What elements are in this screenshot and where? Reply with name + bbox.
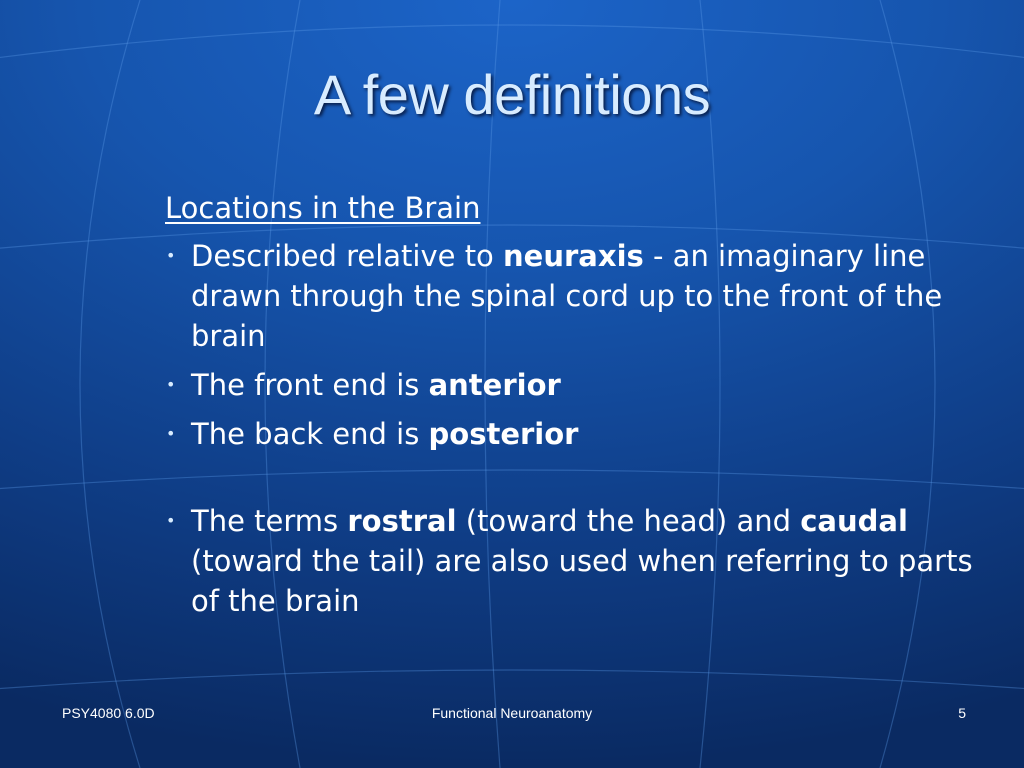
bullet-bold-term: neuraxis	[503, 239, 644, 273]
footer-course-title: Functional Neuroanatomy	[431, 705, 593, 721]
bullet-dot-icon: •	[166, 424, 176, 443]
bullet-text: (toward the tail) are also used when referring to parts of the brain	[191, 544, 973, 618]
bullet-bold-term: rostral	[347, 504, 457, 538]
bullet-rostral-caudal	[165, 501, 985, 621]
footer-course-code: PSY4080 6.0D	[62, 705, 155, 721]
bullet-text: Described relative to	[191, 239, 504, 273]
bullet-neuraxis	[165, 236, 985, 356]
bullet-text: (toward the head) and	[456, 504, 801, 538]
section-heading: Locations in the Brain	[165, 191, 481, 225]
bullet-dot-icon: •	[166, 375, 176, 394]
bullet-text: The front end is	[191, 368, 429, 402]
bullet-text: - an imaginary line drawn through the spinal cord up to the front of the brain	[191, 239, 943, 353]
footer-page-number: 5	[958, 705, 966, 721]
slide-content	[165, 188, 985, 630]
bullet-text: The back end is	[191, 417, 429, 451]
bullet-dot-icon: •	[166, 246, 176, 265]
bullet-posterior	[165, 414, 985, 454]
bullet-bold-term: anterior	[428, 368, 561, 402]
bullet-dot-icon: •	[166, 511, 176, 530]
bullet-bold-term: posterior	[428, 417, 579, 451]
bullet-text: The terms	[191, 504, 348, 538]
slide-title: A few definitions	[313, 63, 711, 126]
bullet-anterior	[165, 365, 985, 405]
bullet-bold-term: caudal	[800, 504, 908, 538]
